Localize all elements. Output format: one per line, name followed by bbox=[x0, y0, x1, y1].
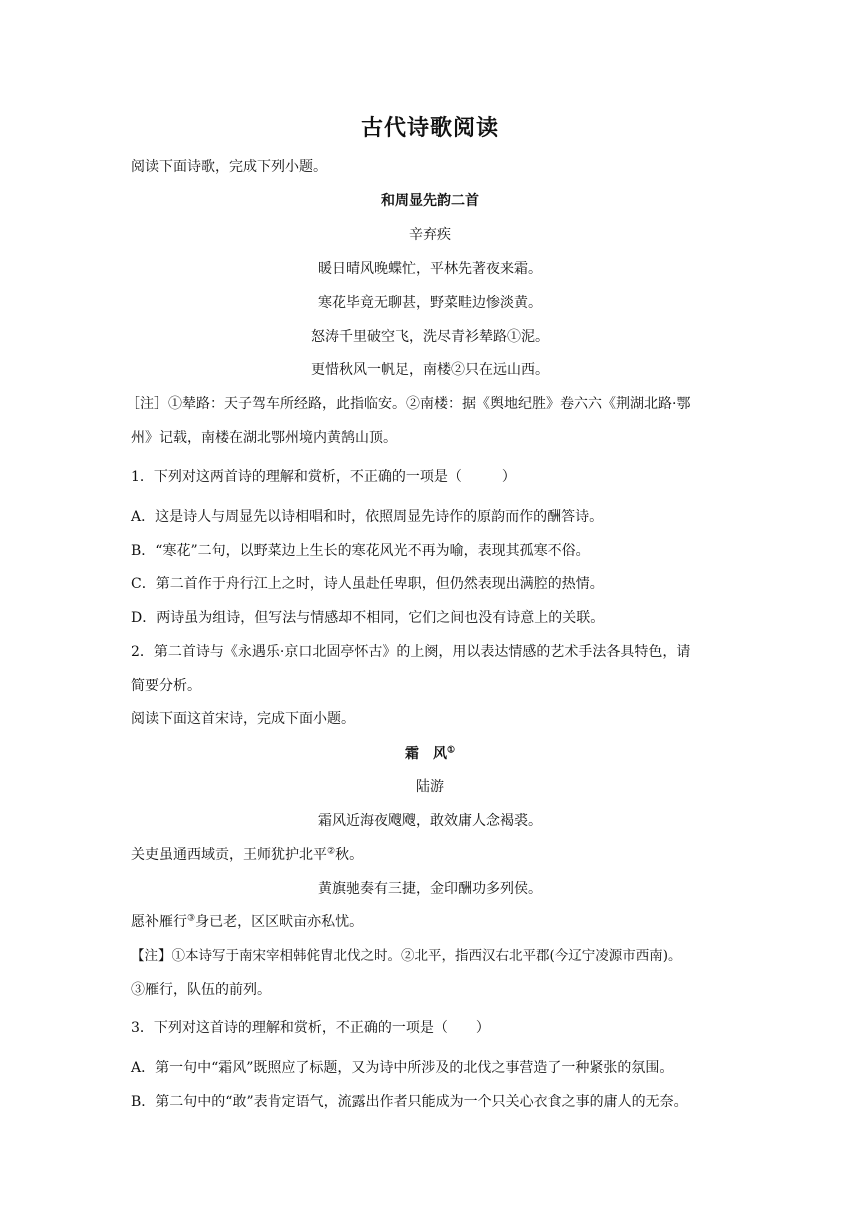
footnote-marker: ② bbox=[327, 846, 336, 857]
poem2-author: 陆游 bbox=[416, 779, 444, 795]
poem1-title: 和周显先韵二首 bbox=[381, 193, 479, 209]
question-1-option-c: C．第二首作于舟行江上之时，诗人虽赴任卑职，但仍然表现出满腔的热情。 bbox=[131, 576, 604, 592]
question-1-option-d: D．两诗虽为组诗，但写法与情感却不相同，它们之间也没有诗意上的关联。 bbox=[131, 610, 605, 626]
poem2-title bbox=[0, 744, 860, 764]
poem2-line: 霜风近海夜飕飕，敢效庸人念褐裘。 bbox=[318, 813, 542, 829]
question-1-stem-close: ） bbox=[501, 469, 516, 485]
poem1-author: 辛弃疾 bbox=[409, 227, 451, 243]
poem1-note: ［注］①辇路：天子驾车所经路，此指临安。②南楼：据《舆地纪胜》卷六六《荆湖北路·鄂 bbox=[126, 396, 691, 412]
poem2-line bbox=[131, 845, 363, 865]
poem1-note: 州》记载，南楼在湖北鄂州境内黄鹄山顶。 bbox=[131, 430, 397, 446]
poem2-line-text: 关吏虽通西域贡，王师犹护北平 bbox=[131, 847, 327, 863]
question-3-option-b: B．第二句中的“敢”表肯定语气，流露出作者只能成为一个只关心衣食之事的庸人的无奈。 bbox=[131, 1094, 688, 1110]
poem2-note: ③雁行，队伍的前列。 bbox=[131, 982, 271, 998]
question-1-option-b: B．“寒花”二句，以野菜边上生长的寒花风光不再为喻，表现其孤寒不俗。 bbox=[131, 543, 590, 559]
question-1-option-a: A．这是诗人与周显先以诗相唱和时，依照周显先诗作的原韵而作的酬答诗。 bbox=[131, 509, 604, 525]
poem1-line: 怒涛千里破空飞，洗尽青衫辇路①泥。 bbox=[311, 329, 549, 345]
page-title: 古代诗歌阅读 bbox=[360, 115, 499, 141]
poem2-line-text: 秋。 bbox=[335, 847, 364, 863]
poem1-line: 更惜秋风一帆足，南楼②只在远山西。 bbox=[311, 362, 549, 378]
question-3-option-a: A．第一句中“霜风”既照应了标题，又为诗中所涉及的北伐之事营造了一种紧张的氛围。 bbox=[131, 1060, 674, 1076]
question-2-line: 2．第二首诗与《永遇乐·京口北固亭怀古》的上阕，用以表达情感的艺术手法各具特色，请 bbox=[131, 644, 691, 660]
question-1-stem bbox=[131, 467, 516, 487]
poem2-line-text: 愿补雁行 bbox=[131, 914, 187, 930]
question-3-stem: 3．下列对这首诗的理解和赏析，不正确的一项是（ ） bbox=[131, 1020, 490, 1036]
poem2-title-text: 霜 风 bbox=[404, 746, 447, 762]
intro-poem2: 阅读下面这首宋诗，完成下面小题。 bbox=[131, 711, 355, 727]
question-2-line: 简要分析。 bbox=[131, 678, 201, 694]
footnote-marker: ③ bbox=[187, 913, 196, 924]
question-1-stem-text: 1．下列对这两首诗的理解和赏析，不正确的一项是（ bbox=[131, 469, 462, 485]
poem1-line: 暖日晴风晚蝶忙，平林先著夜来霜。 bbox=[318, 261, 542, 277]
footnote-marker: ① bbox=[446, 745, 456, 756]
poem2-line-text: 身已老，区区畎亩亦私忧。 bbox=[195, 914, 364, 930]
poem2-line: 黄旗驰奏有三捷，金印酬功多列侯。 bbox=[318, 881, 542, 897]
intro-poem1: 阅读下面诗歌，完成下列小题。 bbox=[131, 159, 327, 175]
poem1-line: 寒花毕竟无聊甚，野菜畦边惨淡黄。 bbox=[318, 295, 542, 311]
poem2-line bbox=[131, 912, 363, 932]
poem2-note: 【注】①本诗写于南宋宰相韩侂胄北伐之时。②北平，指西汉右北平郡(今辽宁凌源市西南)。 bbox=[131, 948, 682, 964]
